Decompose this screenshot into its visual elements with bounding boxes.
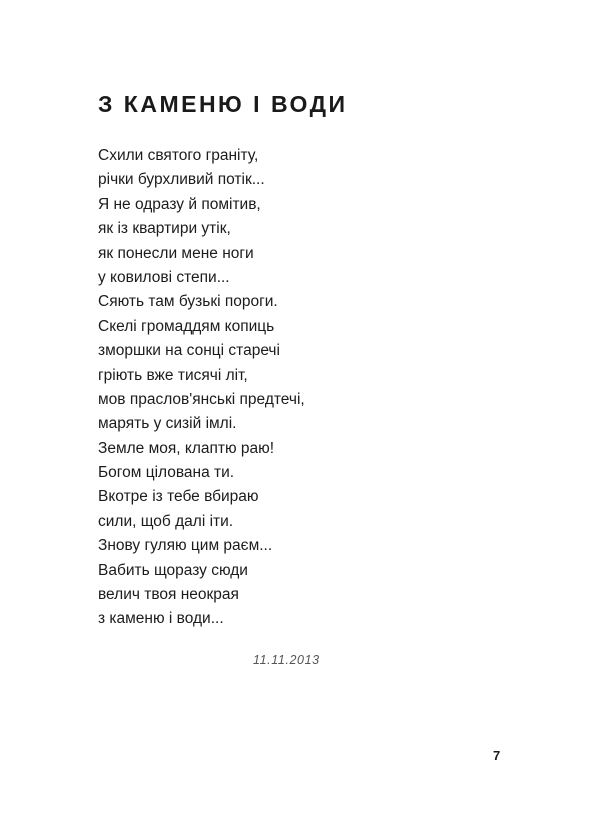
poem-line: гріють вже тисячі літ, <box>98 366 248 384</box>
page-number: 7 <box>493 748 501 763</box>
poem-line: річки бурхливий потік... <box>98 171 265 189</box>
poem-line: як із квартири утік, <box>98 220 231 238</box>
poem-line: велич твоя неокрая <box>98 586 239 604</box>
poem-line: Земле моя, клаптю раю! <box>98 439 275 457</box>
poem-title: З КАМЕНЮ І ВОДИ <box>98 91 348 117</box>
poem-line: Сяють там бузькі пороги. <box>98 293 278 311</box>
poem-line: Знову гуляю цим раєм... <box>98 537 273 555</box>
poem-line: Я не одразу й помітив, <box>98 195 261 213</box>
poem-line: Скелі громаддям копиць <box>98 317 275 335</box>
poem-line: Вабить щоразу сюди <box>98 561 248 579</box>
poem-line: сили, щоб далі іти. <box>98 512 234 530</box>
poem-line: Богом цілована ти. <box>98 464 235 482</box>
poem-line: Вкотре із тебе вбираю <box>98 488 259 506</box>
poem-body <box>98 144 478 632</box>
poem-line: з каменю і води... <box>98 610 224 628</box>
poem-line: Схили святого граніту, <box>98 147 259 164</box>
poem-line: зморшки на сонці старечі <box>98 342 280 360</box>
poem-line: мов праслов'янські предтечі, <box>98 390 305 408</box>
poem-line: у ковилові степи... <box>98 268 230 286</box>
poem-line: марять у сизій імлі. <box>98 415 237 433</box>
poem-line: як понесли мене ноги <box>98 244 254 262</box>
poem-date: 11.11.2013 <box>253 653 320 667</box>
